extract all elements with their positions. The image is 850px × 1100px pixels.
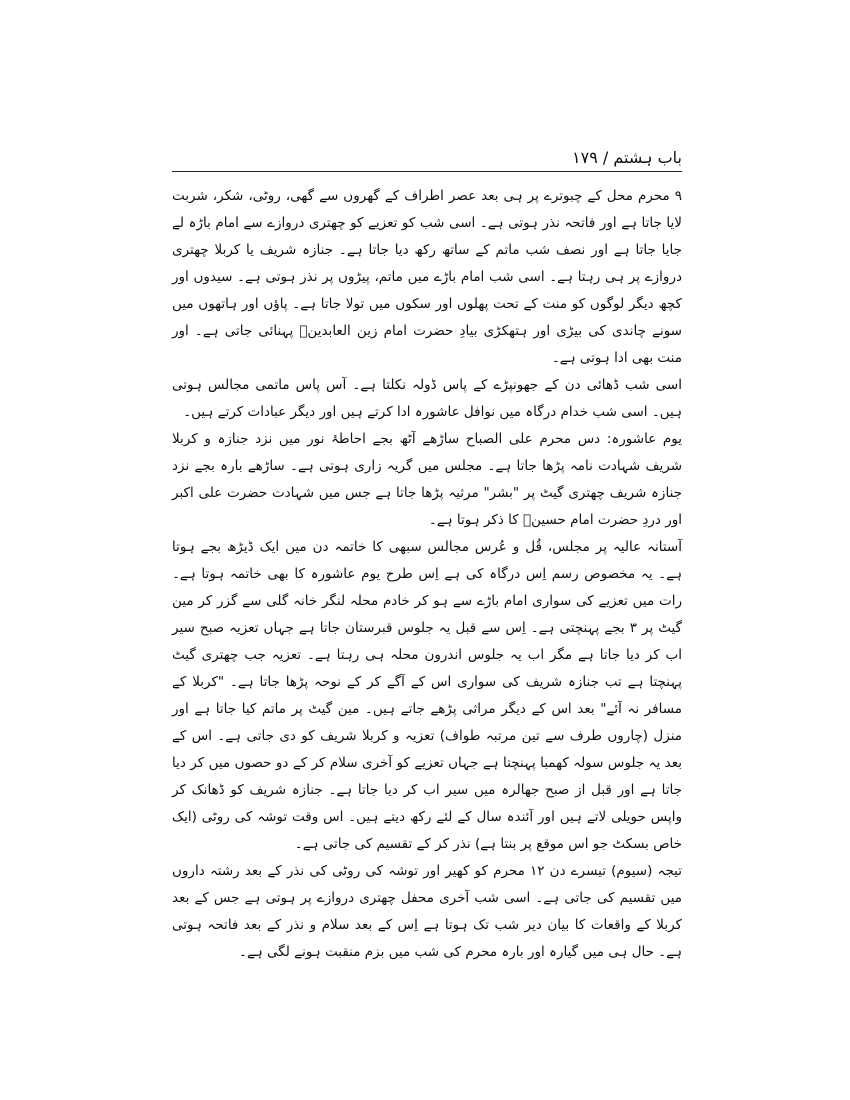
paragraph-shrine-rituals: آستانہ عالیہ پر مجلس، قُل و عُرس مجالس سبھی کا خاتمہ دن میں ایک ڈیڑھ بجے ہوتا ہے۔ یہ مخصوص رسم اِس درگاہ کی ہے اِس طرح یوم عاشورہ کا بھی خاتمہ ہوتا ہے۔ رات میں تعزیے کی سواری امام باڑے سے ہو کر خادم محلہ لنگر خانہ گلی سے گزر کر مین گیٹ پر ۳ بجے پہنچتی ہے۔ اِس سے قبل یہ جلوس قبرستان جاتا ہے جہاں تعزیہ صبح سیر اب کر دیا جاتا ہے مگر اب یہ جلوس اندرون محلہ ہی رہتا ہے۔ تعزیہ جب چھتری گیٹ پہنچتا ہے تب جنازہ شریف کی سواری اس کے آگے کر کے نوحہ پڑھا جاتا ہے۔ "کربلا کے مسافر نہ آئے" بعد اس کے دیگر مراثی پڑھے جاتے ہیں۔ مین گیٹ پر ماتم کیا جاتا ہے اور منزل (چاروں طرف سے تین مرتبہ طواف) تعزیہ و کربلا شریف کو دی جاتی ہے۔ اس کے بعد یہ جلوس سولہ کھمبا پہنچتا ہے جہاں تعزیے کو آخری سلام کر کے دو حصوں میں کر دیا جاتا ہے اور قبل از صبح جھالرہ میں سیر اب کر دیا جاتا ہے۔ جنازہ شریف کو ڈھانک کر واپس حویلی لاتے ہیں اور آئندہ سال کے لئے رکھ دیتے ہیں۔ اس وقت توشہ کی روٹی (ایک خاص بسکٹ جو اس موقع پر بنتا ہے) نذر کر کے تقسیم کی جاتی ہے۔ xyxy=(172,539,682,852)
paragraph-ninth-muharram: ۹ محرم محل کے چبوترے پر ہی بعد عصر اطراف کے گھروں سے گھی، روٹی، شکر، شربت لایا جاتا ہے اور فاتحہ نذر ہوتی ہے۔ اسی شب کو تعزیے کو چھتری دروازے سے امام باڑہ لے جایا جاتا ہے اور نصف شب ماتم کے ساتھ رکھ دیا جاتا ہے۔ جنازہ شریف یا کربلا چھتری دروازے پر ہی رہتا ہے۔ اسی شب امام باڑے میں ماتم، پیڑوں پر نذر ہوتی ہے۔ سیدوں اور کچھ دیگر لوگوں کو منت کے تحت پھلوں اور سکوں میں تولا جاتا ہے۔ پاؤں اور ہاتھوں میں سونے چاندی کی بیڑی اور ہتھکڑی بیادِ حضرت امام زین العابدینؑ پہنائی جاتی ہے۔ اور منت بھی ادا ہوتی ہے۔ xyxy=(172,188,682,366)
chapter-page-label: باب ہشتم / ۱۷۹ xyxy=(572,148,682,167)
paragraph-ashura-day: یوم عاشورہ: دس محرم علی الصباح ساڑھے آٹھ بجے احاطۂ نور میں نزد جنازہ و کربلا شریف شہادت نامہ پڑھا جاتا ہے۔ مجلس میں گریہ زاری ہوتی ہے۔ ساڑھے بارہ بجے نزد جنازہ شریف چھتری گیٹ پر "بشر" مرثیہ پڑھا جاتا ہے جس میں شہادت حضرت علی اکبر اور دردِ حضرت امام حسینؑ کا ذکر ہوتا ہے۔ xyxy=(172,431,682,528)
paragraph-teeja: تیجہ (سیوم) تیسرے دن ۱۲ محرم کو کھیر اور توشہ کی روٹی کی نذر کے بعد رشتہ داروں میں تقسیم کی جاتی ہے۔ اسی شب آخری محفل چھتری دروازے پر ہوتی ہے جس کے بعد کربلا کے واقعات کا بیان دیر شب تک ہوتا ہے اِس کے بعد سلام و نذر کے بعد فاتحہ ہوتی ہے۔ حال ہی میں گیارہ اور بارہ محرم کی شب میں بزم منقبت ہونے لگی ہے۔ xyxy=(172,863,682,960)
header-divider xyxy=(172,171,682,172)
paragraph-night-procession: اسی شب ڈھائی دن کے جھونپڑے کے پاس ڈولہ نکلتا ہے۔ آس پاس ماتمی مجالس ہوتی ہیں۔ اسی شب خدام درگاہ میں نوافل عاشورہ ادا کرتے ہیں اور دیگر عبادات کرتے ہیں۔ xyxy=(172,377,682,420)
running-head xyxy=(172,147,682,171)
body-text xyxy=(172,183,682,966)
